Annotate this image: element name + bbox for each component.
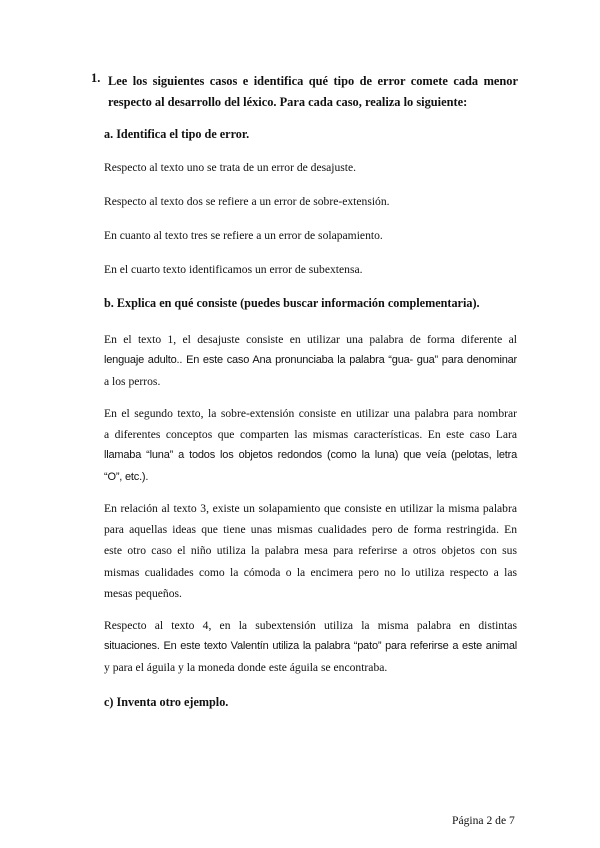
paragraph-texto-2 xyxy=(104,403,517,488)
paragraph-line: llamaba “luna” a todos los objetos redondos (como la luna) que veía (pelotas, letra xyxy=(104,449,517,462)
question-text xyxy=(108,71,518,113)
section-b-heading: b. Explica en qué consiste (puedes buscar información complementaria). xyxy=(104,296,480,310)
section-c-heading: c) Inventa otro ejemplo. xyxy=(104,695,229,709)
question-line-1: Lee los siguientes casos e identifica qué tipo de error comete cada menor xyxy=(108,74,518,88)
paragraph-line: mesas pequeños. xyxy=(104,586,182,600)
paragraph-line: En el segundo texto, la sobre-extensión consiste en utilizar una palabra para nombrar xyxy=(104,407,517,420)
question-number: 1. xyxy=(91,71,101,85)
section-a-heading: a. Identifica el tipo de error. xyxy=(104,127,250,141)
page-number: Página 2 de 7 xyxy=(452,814,515,827)
paragraph-line: En el texto 1, el desajuste consiste en utilizar una palabra de forma diferente al xyxy=(104,333,517,346)
paragraph-line: En relación al texto 3, existe un solapamiento que consiste en utilizar la misma palabra xyxy=(104,502,517,515)
answer-a-1: Respecto al texto uno se trata de un error de desajuste. xyxy=(104,161,357,174)
answer-a-3: En cuanto al texto tres se refiere a un error de solapamiento. xyxy=(104,229,383,242)
answer-a-4: En el cuarto texto identificamos un error de subextensa. xyxy=(104,263,363,276)
paragraph-line: para aquellas ideas que tiene unas mismas cualidades pero de forma restringida. En xyxy=(104,523,517,537)
paragraph-line: lenguaje adulto.. En este caso Ana pronunciaba la palabra “gua- gua” para denominar xyxy=(104,354,517,367)
answer-a-2: Respecto al texto dos se refiere a un error de sobre-extensión. xyxy=(104,195,390,208)
paragraph-line: mismas cualidades como la cómoda o la encimera pero no lo utiliza respecto a las xyxy=(104,565,517,579)
paragraph-line: “O”, etc.). xyxy=(104,470,149,483)
paragraph-texto-4 xyxy=(104,615,517,679)
paragraph-line: situaciones. En este texto Valentín utiliza la palabra “pato” para referirse a este animal xyxy=(104,640,517,653)
paragraph-line: este otro caso el niño utiliza la palabra mesa para referirse a otros objetos con sus xyxy=(104,544,517,558)
paragraph-texto-3 xyxy=(104,498,517,604)
question-line-2: respecto al desarrollo del léxico. Para cada caso, realiza lo siguiente: xyxy=(108,95,468,109)
paragraph-texto-1 xyxy=(104,329,517,393)
paragraph-line: a los perros. xyxy=(104,375,161,389)
paragraph-line: y para el águila y la moneda donde este águila se encontraba. xyxy=(104,661,388,675)
paragraph-line: a diferentes conceptos que comparten las mismas características. En este caso Lara xyxy=(104,428,517,442)
paragraph-line: Respecto al texto 4, en la subextensión utiliza la misma palabra en distintas xyxy=(104,619,517,632)
